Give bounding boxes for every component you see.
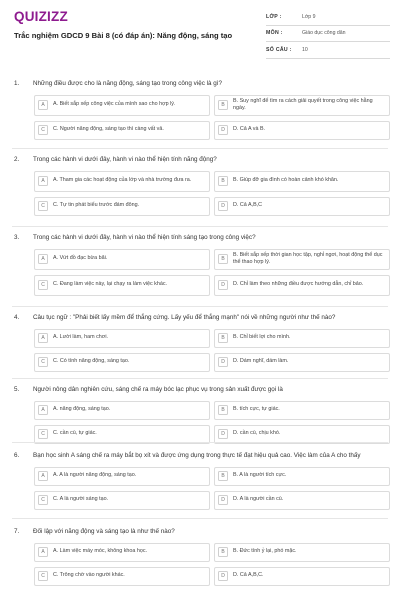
meta-label: SỐ CÂU : xyxy=(266,46,292,53)
quizizz-logo: QUIZIZZ xyxy=(14,9,68,24)
option-letter: C xyxy=(38,429,48,439)
option-text: A. Làm việc máy móc, không khoa học. xyxy=(53,548,148,555)
option-text: C. Đang làm việc này, lại chạy ra làm việc khác. xyxy=(53,281,168,288)
option-a[interactable] xyxy=(34,249,210,270)
meta-label: LỚP : xyxy=(266,13,282,20)
option-letter: C xyxy=(38,495,48,505)
option-letter: D xyxy=(218,495,228,505)
option-b[interactable] xyxy=(214,401,390,420)
question-3 xyxy=(0,234,400,296)
option-letter: A xyxy=(38,333,48,343)
option-a[interactable] xyxy=(34,401,210,420)
option-text: A. Lười làm, ham chơi. xyxy=(53,334,109,341)
option-text: A. A là người năng động, sáng tạo. xyxy=(53,472,137,479)
option-letter: B xyxy=(218,176,228,186)
option-text: D. Cả A và B. xyxy=(233,126,266,133)
question-prompt xyxy=(0,234,400,243)
option-c[interactable] xyxy=(34,197,210,216)
option-letter: A xyxy=(38,100,48,110)
option-letter: C xyxy=(38,201,48,211)
option-letter: A xyxy=(38,547,48,557)
option-text: D. cần cù, chịu khó. xyxy=(233,430,281,437)
question-2 xyxy=(0,156,400,216)
meta-value: 10 xyxy=(302,46,308,53)
question-number: 2. xyxy=(14,156,20,163)
meta-value: Lớp 9 xyxy=(302,13,316,20)
question-divider xyxy=(12,148,388,149)
question-6 xyxy=(0,452,400,510)
option-c[interactable] xyxy=(34,353,210,372)
meta-value: Giáo dục công dân xyxy=(302,30,346,37)
option-letter: A xyxy=(38,471,48,481)
option-letter: B xyxy=(218,333,228,343)
question-prompt xyxy=(0,80,400,89)
option-text: D. Cả A,B,C xyxy=(233,202,263,209)
option-letter: B xyxy=(218,471,228,481)
question-prompt xyxy=(0,314,400,323)
option-grid xyxy=(0,95,400,140)
option-letter: A xyxy=(38,405,48,415)
option-letter: C xyxy=(38,357,48,367)
option-letter: D xyxy=(218,571,228,581)
option-c[interactable] xyxy=(34,567,210,586)
option-d[interactable] xyxy=(214,121,390,140)
option-b[interactable] xyxy=(214,467,390,486)
option-b[interactable] xyxy=(214,95,390,116)
option-text: A. Biết sắp xếp công việc của mình sao cho hợp lý. xyxy=(53,101,176,108)
question-number: 7. xyxy=(14,528,20,535)
option-letter: B xyxy=(218,100,228,110)
option-a[interactable] xyxy=(34,171,210,192)
option-c[interactable] xyxy=(34,121,210,140)
option-grid xyxy=(0,249,400,296)
question-divider xyxy=(12,226,388,227)
option-b[interactable] xyxy=(214,329,390,348)
question-number: 3. xyxy=(14,234,20,241)
option-text: B. A là người tích cực. xyxy=(233,472,287,479)
option-c[interactable] xyxy=(34,275,210,296)
option-b[interactable] xyxy=(214,543,390,562)
question-divider xyxy=(12,442,388,443)
option-d[interactable] xyxy=(214,491,390,510)
question-5 xyxy=(0,386,400,444)
option-text: D. A là người cần cù. xyxy=(233,496,284,503)
question-text: Câu tục ngữ : "Phải biết lấy mềm để thắng cứng. Lấy yếu để thắng mạnh" nói về những người như thế nào? xyxy=(33,314,336,321)
question-divider xyxy=(12,306,388,307)
option-text: B. Giúp đỡ gia đình có hoàn cảnh khó khăn. xyxy=(233,177,339,184)
meta-row-count xyxy=(266,42,390,59)
question-text: Bạn học sinh A sáng chế ra máy bắt bọ xít và được ứng dụng trong thực tế đạt hiệu quả cao. Việc làm của A cho thấy xyxy=(33,452,361,459)
option-text: B. Chỉ biết lợi cho mình. xyxy=(233,334,291,341)
option-grid xyxy=(0,401,400,444)
option-grid xyxy=(0,467,400,510)
option-text: B. Suy nghĩ để tìm ra cách giải quyết trong công việc hằng ngày. xyxy=(233,97,373,111)
option-letter: B xyxy=(218,405,228,415)
document-title: Trắc nghiệm GDCD 9 Bài 8 (có đáp án): Năng động, sáng tạo xyxy=(14,31,233,40)
option-grid xyxy=(0,329,400,372)
question-prompt xyxy=(0,528,400,537)
option-text: C. A là người sáng tạo. xyxy=(53,496,109,503)
question-text: Người nông dân nghiên cứu, sáng chế ra máy bóc lạc phục vụ trong sản xuất được gọi là xyxy=(33,386,283,393)
option-letter: A xyxy=(38,176,48,186)
meta-row-grade xyxy=(266,9,390,26)
option-letter: C xyxy=(38,571,48,581)
question-4 xyxy=(0,314,400,372)
option-text: A. Vứt đồ đạc bừa bãi. xyxy=(53,255,108,262)
question-text: Những điều được cho là năng động, sáng tạo trong công việc là gì? xyxy=(33,80,222,87)
question-divider xyxy=(12,378,388,379)
option-grid xyxy=(0,543,400,586)
option-d[interactable] xyxy=(214,197,390,216)
meta-row-subject xyxy=(266,26,390,43)
option-grid xyxy=(0,171,400,216)
option-a[interactable] xyxy=(34,467,210,486)
header xyxy=(0,0,400,66)
option-text: C. Có tính năng động, sáng tạo. xyxy=(53,358,130,365)
question-text: Trong các hành vi dưới đây, hành vi nào thể hiện tính năng động? xyxy=(33,156,217,163)
option-letter: D xyxy=(218,429,228,439)
question-prompt xyxy=(0,386,400,395)
option-text: B. Biết sắp xếp thời gian học tập, nghỉ ngơi, hoạt động thể dục thể thao hợp lý. xyxy=(233,251,383,265)
option-text: C. Tự tin phát biểu trước đám đông. xyxy=(53,202,140,209)
option-c[interactable] xyxy=(34,425,210,444)
option-letter: C xyxy=(38,125,48,135)
option-a[interactable] xyxy=(34,95,210,116)
option-letter: D xyxy=(218,357,228,367)
option-letter: C xyxy=(38,280,48,290)
question-number: 4. xyxy=(14,314,20,321)
question-prompt xyxy=(0,156,400,165)
option-text: D. Cả A,B,C. xyxy=(233,572,264,579)
meta-table xyxy=(266,9,390,59)
option-text: D. Chỉ làm theo những điều được hướng dẫn, chỉ bảo. xyxy=(233,281,364,288)
meta-label: MÔN : xyxy=(266,30,283,37)
option-c[interactable] xyxy=(34,491,210,510)
question-number: 6. xyxy=(14,452,20,459)
question-7 xyxy=(0,528,400,586)
option-letter: D xyxy=(218,201,228,211)
option-d[interactable] xyxy=(214,275,390,296)
option-d[interactable] xyxy=(214,353,390,372)
option-text: C. cần cù, tự giác. xyxy=(53,430,97,437)
option-text: B. tích cực, tự giác. xyxy=(233,406,280,413)
question-1 xyxy=(0,80,400,140)
option-a[interactable] xyxy=(34,329,210,348)
option-letter: D xyxy=(218,280,228,290)
question-number: 5. xyxy=(14,386,20,393)
option-text: D. Dám nghĩ, dám làm. xyxy=(233,358,289,365)
option-text: C. Người năng động, sáng tạo thì càng vất vả. xyxy=(53,126,164,133)
option-letter: B xyxy=(218,547,228,557)
option-a[interactable] xyxy=(34,543,210,562)
option-letter: A xyxy=(38,254,48,264)
question-divider xyxy=(12,518,388,519)
option-text: A. năng động, sáng tạo. xyxy=(53,406,111,413)
option-letter: B xyxy=(218,254,228,264)
option-letter: D xyxy=(218,125,228,135)
question-text: Đối lập với năng động và sáng tạo là như thế nào? xyxy=(33,528,175,535)
option-text: A. Tham gia các hoạt động của lớp và nhà trường đưa ra. xyxy=(53,177,192,184)
question-number: 1. xyxy=(14,80,20,87)
option-text: B. Đức tính ỷ lại, phó mặc. xyxy=(233,548,297,555)
option-b[interactable] xyxy=(214,249,390,270)
option-d[interactable] xyxy=(214,567,390,586)
question-text: Trong các hành vi dưới đây, hành vi nào thể hiện tính sáng tạo trong công việc? xyxy=(33,234,256,241)
option-text: C. Trông chờ vào người khác. xyxy=(53,572,125,579)
option-b[interactable] xyxy=(214,171,390,192)
option-d[interactable] xyxy=(214,425,390,444)
question-prompt xyxy=(0,452,400,461)
